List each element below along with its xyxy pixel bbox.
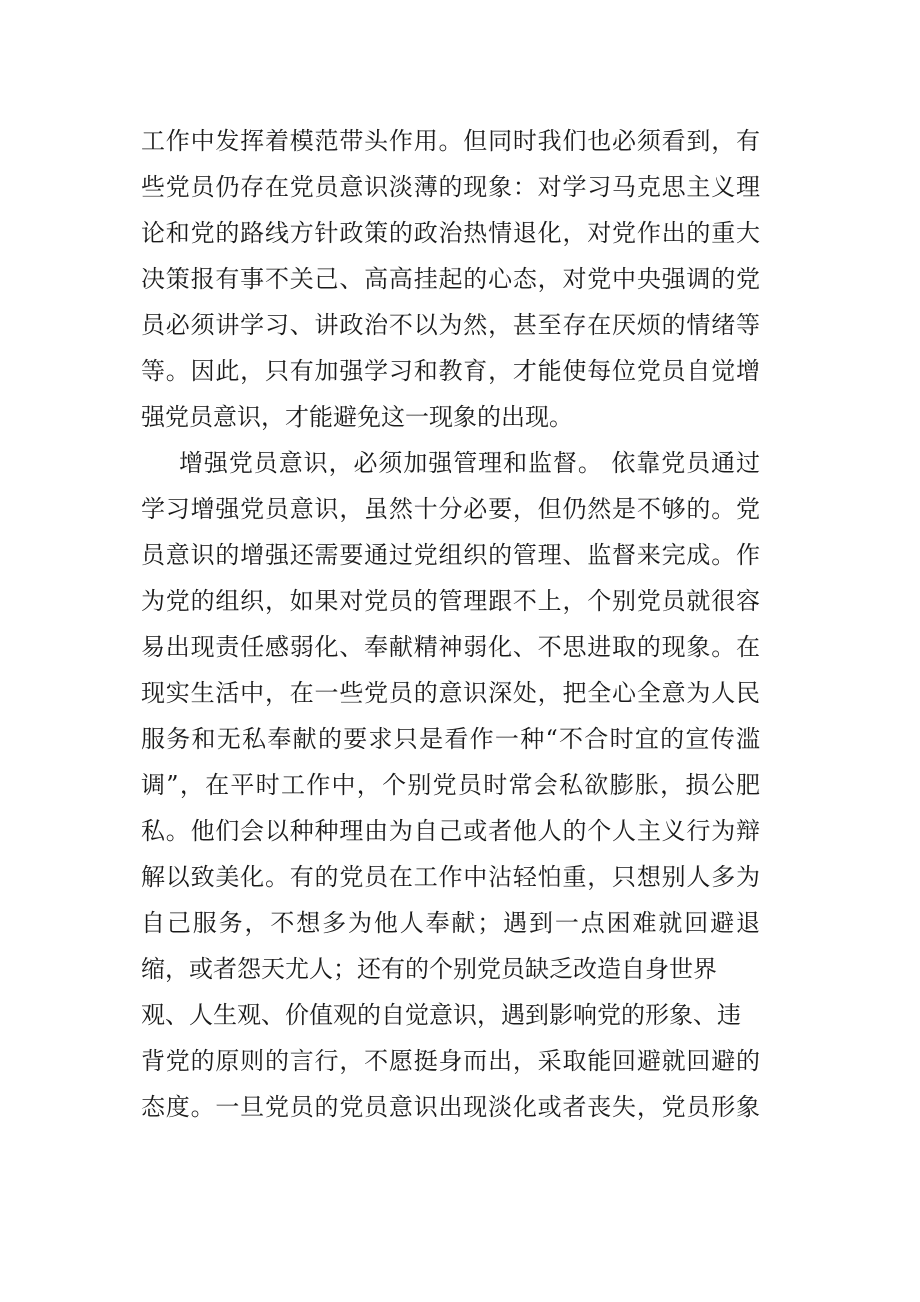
body-text bbox=[141, 118, 771, 1176]
text-line: 论和党的路线方针政策的政治热情退化，对党作出的重大 bbox=[141, 219, 760, 247]
text-line: 等。因此，只有加强学习和教育，才能使每位党员自觉增 bbox=[141, 357, 760, 385]
text-line: 现实生活中，在一些党员的意识深处，把全心全意为人民 bbox=[141, 679, 760, 707]
text-line: 背党的原则的言行，不愿挺身而出，采取能回避就回避的 bbox=[141, 1047, 760, 1075]
text-line: 些党员仍存在党员意识淡薄的现象：对学习马克思主义理 bbox=[141, 173, 760, 201]
text-line: 决策报有事不关己、高高挂起的心态，对党中央强调的党 bbox=[141, 265, 760, 293]
text-line: 私。他们会以种种理由为自己或者他人的个人主义行为辩 bbox=[141, 817, 760, 845]
text-line: 易出现责任感弱化、奉献精神弱化、不思进取的现象。在 bbox=[141, 633, 760, 661]
text-line bbox=[141, 1130, 760, 1176]
text-line: 增强党员意识，必须加强管理和监督。 依靠党员通过 bbox=[179, 449, 760, 477]
text-line: 为党的组织，如果对党员的管理跟不上，个别党员就很容 bbox=[141, 587, 760, 615]
paragraph-1 bbox=[141, 118, 771, 440]
text-line: 态度。一旦党员的党员意识出现淡化或者丧失，党员形象 bbox=[141, 1093, 760, 1121]
text-line: 员意识的增强还需要通过党组织的管理、监督来完成。作 bbox=[141, 541, 760, 569]
text-line: 工作中发挥着模范带头作用。但同时我们也必须看到，有 bbox=[141, 127, 760, 155]
text-line: 缩，或者怨天尤人；还有的个别党员缺乏改造自身世界 bbox=[141, 955, 717, 983]
paragraph-2 bbox=[141, 440, 771, 1176]
text-line: 强党员意识，才能避免这一现象的出现。 bbox=[141, 403, 573, 431]
text-line: 学习增强党员意识，虽然十分必要，但仍然是不够的。党 bbox=[141, 495, 760, 523]
text-line: 员必须讲学习、讲政治不以为然，甚至存在厌烦的情绪等 bbox=[141, 311, 760, 339]
text-line: 调”，在平时工作中，个别党员时常会私欲膨胀，损公肥 bbox=[141, 771, 760, 799]
text-line: 自己服务，不想多为他人奉献；遇到一点困难就回避退 bbox=[141, 909, 760, 937]
text-line: 解以致美化。有的党员在工作中沾轻怕重，只想别人多为 bbox=[141, 863, 760, 891]
text-line: 服务和无私奉献的要求只是看作一种“不合时宜的宣传滥 bbox=[141, 725, 760, 753]
text-line: 观、人生观、价值观的自觉意识，遇到影响党的形象、违 bbox=[141, 1001, 741, 1029]
